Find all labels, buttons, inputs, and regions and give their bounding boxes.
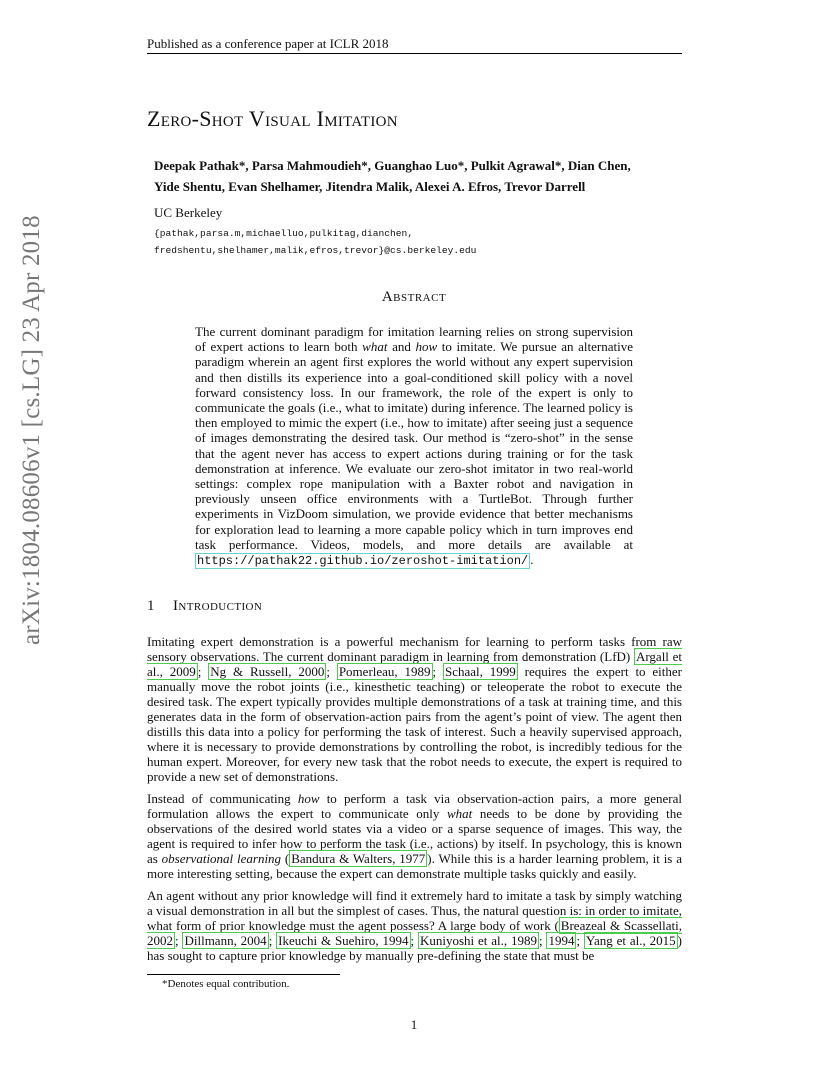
citation-link[interactable]: 1994 bbox=[548, 933, 575, 949]
text: to perform a task via observation-action pairs, a more general formulation allows the expert to communicate only bbox=[147, 791, 682, 822]
text: ; bbox=[432, 664, 444, 680]
text: ; bbox=[326, 664, 337, 680]
citation-link[interactable]: Yang et al., 2015 bbox=[585, 933, 676, 949]
paper-title: Zero-Shot Visual Imitation bbox=[147, 106, 398, 131]
text: ). While this is a harder learning problem, it is a more interesting setting, because the expert can demonstrate multiple tasks quickly and easily. bbox=[147, 851, 682, 882]
header-rule bbox=[147, 53, 682, 54]
paragraph-1 bbox=[147, 634, 682, 784]
abstract-text bbox=[195, 324, 633, 569]
abstract-part: to imitate. We pursue an alternative paradigm wherein an agent first explores the world without any expert supervision and then distills its experience into a goal-conditioned skill policy with a novel forward consistency loss. In our framework, the role of the expert is only to communicate the goals (i.e., what to imitate) during inference. The learned policy is then employed to mimic the expert (i.e., how to imitate) after seeing just a sequence of images demonstrating the desired task. Our method is “zero-shot” in the sense that the agent never has access to expert actions during training or for the task demonstration at inference. We evaluate our zero-shot imitator in two real-world settings: complex rope manipulation with a Baxter robot and navigation in previously unseen office environments with a TurtleBot. Through further experiments in VizDoom simulation, we provide evidence that better mechanisms for exploration lead to learning a more capable policy which in turn improves end task performance. Videos, models, and more details are available at bbox=[195, 339, 633, 552]
email-line-2: fredshentu,shelhamer,malik,efros,trevor}@cs.berkeley.edu bbox=[154, 245, 477, 256]
emph-what: what bbox=[446, 806, 473, 822]
abstract-part: . bbox=[530, 552, 534, 568]
running-header: Published as a conference paper at ICLR 2018 bbox=[147, 36, 389, 51]
author-line-1: Deepak Pathak*, Parsa Mahmoudieh*, Guanghao Luo*, Pulkit Agrawal*, Dian Chen, bbox=[154, 158, 631, 173]
citation-link[interactable]: Pomerleau, 1989 bbox=[338, 664, 431, 680]
text: ) has sought to capture prior knowledge by manually pre-defining the state that must be bbox=[147, 933, 682, 964]
abstract-part: The current dominant paradigm for imitation learning relies on strong supervision of expert actions to learn both bbox=[195, 324, 633, 355]
abstract-emph-what: what bbox=[362, 339, 388, 355]
text: ; bbox=[197, 664, 209, 680]
text: ; bbox=[538, 933, 547, 949]
abstract-heading: Abstract bbox=[381, 289, 447, 305]
abstract-emph-how: how bbox=[415, 339, 438, 355]
citation-link[interactable]: Ikeuchi & Suehiro, 1994 bbox=[278, 933, 409, 949]
text: ( bbox=[281, 851, 290, 867]
text: Imitating expert demonstration is a powerful mechanism for learning to perform tasks from raw sensory observations. The current dominant paradigm in learning from demonstration (LfD) bbox=[147, 634, 682, 665]
citation-link[interactable]: Argall et al., 2009 bbox=[147, 649, 682, 680]
author-line-2: Yide Shentu, Evan Shelhamer, Jitendra Malik, Alexei A. Efros, Trevor Darrell bbox=[154, 179, 586, 194]
text: ; bbox=[410, 933, 418, 949]
text: ; bbox=[175, 933, 183, 949]
email-line-1: {pathak,parsa.m,michaelluo,pulkitag,dianchen, bbox=[154, 228, 414, 239]
citation-link[interactable]: Breazeal & Scassellati, 2002 bbox=[147, 918, 682, 949]
citation-link[interactable]: Ng & Russell, 2000 bbox=[210, 664, 325, 680]
emph-observational-learning: observational learning bbox=[161, 851, 282, 867]
paragraph-2 bbox=[147, 791, 682, 881]
arxiv-stamp: arXiv:1804.08606v1 [cs.LG] 23 Apr 2018 bbox=[18, 215, 45, 645]
page-number: 1 bbox=[410, 1017, 418, 1032]
footnote: *Denotes equal contribution. bbox=[162, 978, 290, 990]
paragraph-3 bbox=[147, 888, 682, 963]
section-title: Introduction bbox=[173, 598, 263, 614]
text: requires the expert to either manually move the robot joints (i.e., kinesthetic teaching) or teleoperate the robot to execute the desired task. The expert typically provides multiple demonstrations of a task at training time, and this generates data in the form of observation-action pairs from the agent’s point of view. The agent then distills this data into a policy for performing the task of interest. Such a heavily supervised approach, where it is necessary to provide demonstrations by controlling the robot, is incredibly tedious for the human expert. Moreover, for every new task that the robot needs to execute, the expert is required to provide a new set of demonstrations. bbox=[147, 664, 683, 785]
text: Instead of communicating bbox=[147, 791, 298, 806]
author-list bbox=[154, 155, 694, 197]
section-number: 1 bbox=[147, 598, 155, 614]
text: ; bbox=[268, 933, 277, 949]
project-link[interactable]: https://pathak22.github.io/zeroshot-imitation/ bbox=[197, 554, 529, 569]
affiliation: UC Berkeley bbox=[154, 205, 223, 220]
citation-link[interactable]: Schaal, 1999 bbox=[445, 664, 516, 680]
emph-how: how bbox=[297, 791, 320, 806]
citation-link[interactable]: Kuniyoshi et al., 1989 bbox=[419, 933, 537, 949]
text: An agent without any prior knowledge will find it extremely hard to imitate a task by simply watching a visual demonstration in all but the simplest of cases. Thus, the natural question is: in order to imitate, what form of prior knowledge must the agent possess? A large body of work ( bbox=[147, 888, 682, 934]
text: ; bbox=[576, 933, 584, 949]
section-heading bbox=[147, 598, 262, 615]
citation-link[interactable]: Dillmann, 2004 bbox=[184, 933, 267, 949]
abstract-part: and bbox=[387, 339, 416, 355]
citation-link[interactable]: Bandura & Walters, 1977 bbox=[291, 851, 426, 867]
text: needs to be done by providing the observations of the desired world states via a video or a sparse sequence of images. This way, the agent is required to infer how to perform the task (i.e., actions) by itself. In psychology, this is known as bbox=[147, 806, 683, 867]
author-emails bbox=[154, 225, 674, 259]
footnote-rule bbox=[147, 974, 340, 975]
